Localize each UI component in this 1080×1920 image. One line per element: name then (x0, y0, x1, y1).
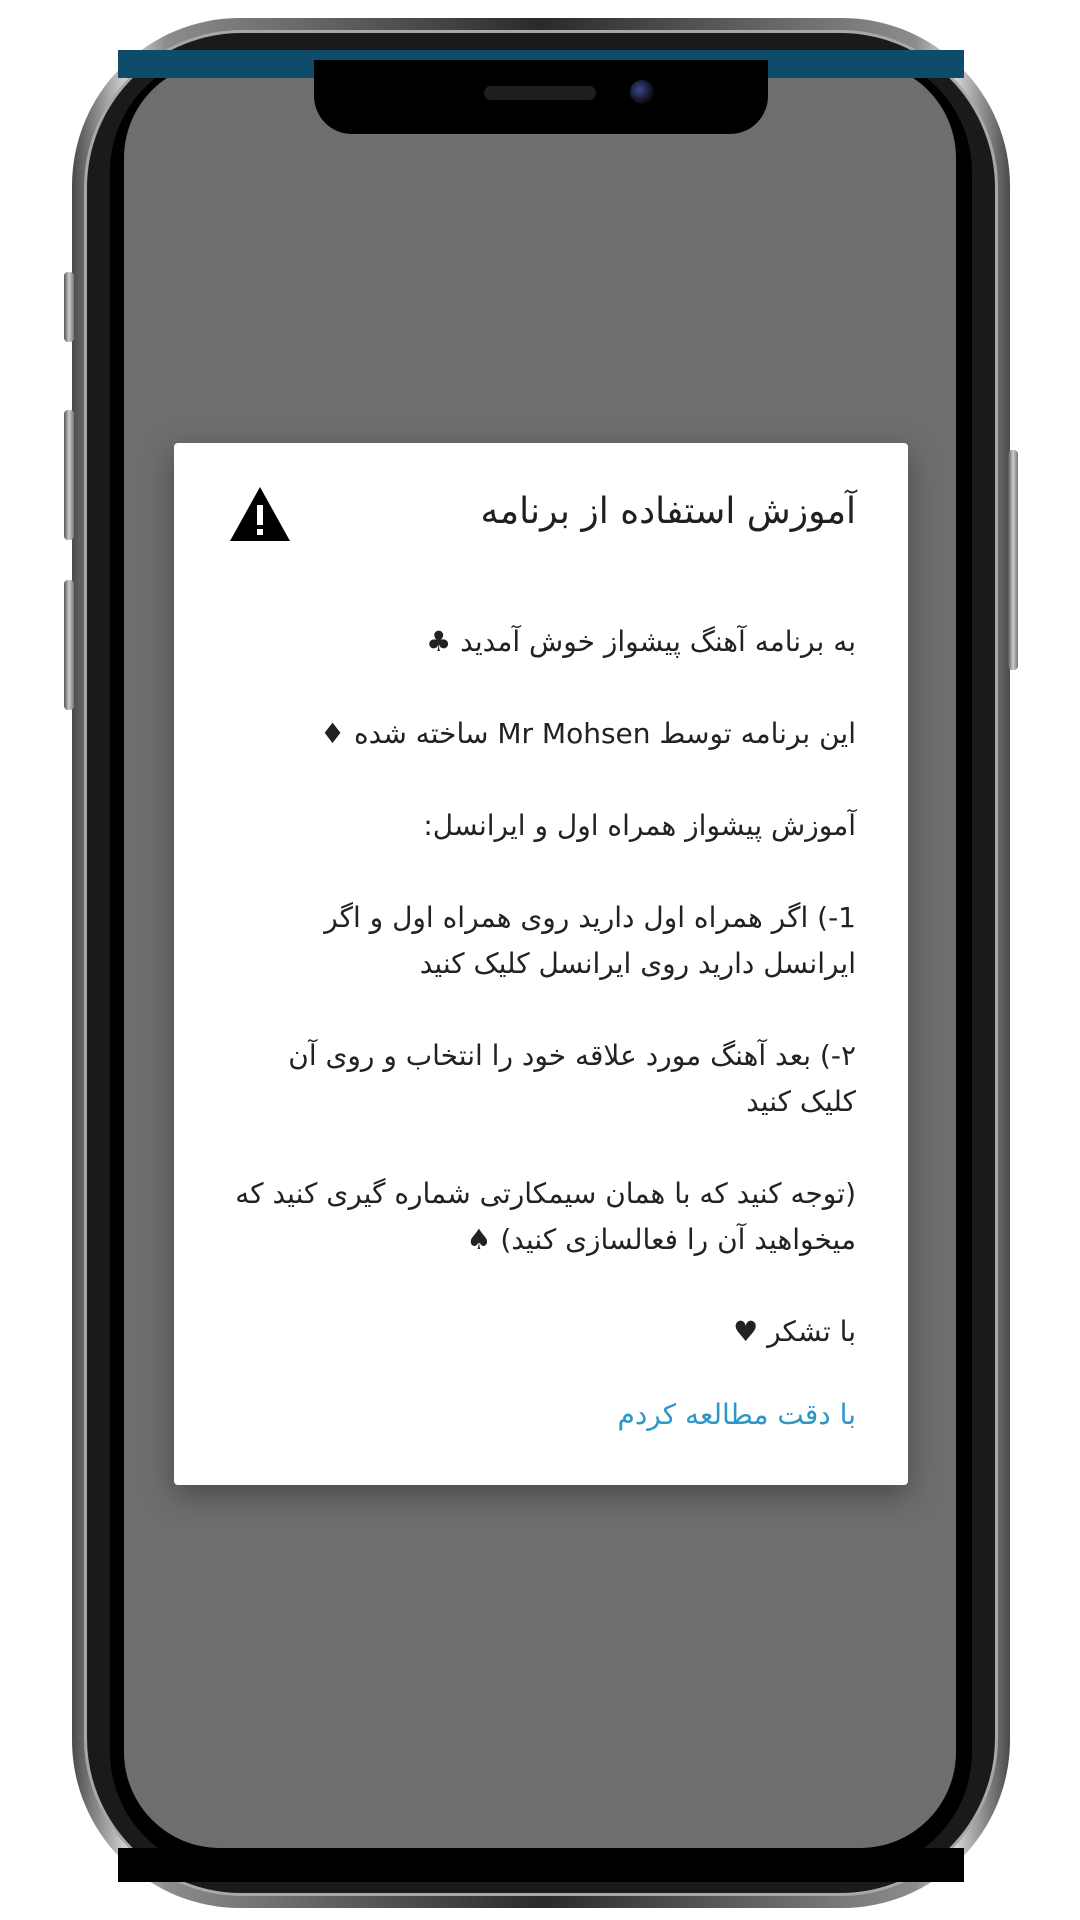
dialog-body (226, 619, 856, 1401)
bottom-bar (118, 1848, 964, 1882)
confirm-read-button[interactable]: با دقت مطالعه کردم (617, 1398, 856, 1431)
volume-up-button (64, 410, 74, 540)
warning-icon (228, 485, 292, 543)
tutorial-heading: آموزش پیشواز همراه اول و ایرانسل: (423, 809, 856, 842)
volume-down-button (64, 580, 74, 710)
step-two-text: ۲-) بعد آهنگ مورد علاقه خود را انتخاب و روی آن کلیک کنید (288, 1039, 856, 1118)
mute-switch (64, 272, 74, 342)
author-text: این برنامه توسط Mr Mohsen ساخته شده ♦ (319, 717, 856, 750)
note-text: (توجه کنید که با همان سیمکارتی شماره گیری کنید که میخواهید آن را فعالسازی کنید) ♠ (235, 1177, 856, 1256)
power-button (1008, 450, 1018, 670)
front-camera (630, 80, 654, 104)
thanks-text: با تشکر ♥ (733, 1315, 856, 1348)
speaker-grille (484, 86, 596, 100)
tutorial-dialog (174, 443, 908, 1485)
welcome-text: به برنامه آهنگ پیشواز خوش آمدید ♣ (426, 625, 856, 658)
step-one-text: 1-) اگر همراه اول دارید روی همراه اول و اگر ایرانسل دارید روی ایرانسل کلیک کنید (324, 901, 856, 980)
dialog-title: آموزش استفاده از برنامه (480, 491, 856, 532)
